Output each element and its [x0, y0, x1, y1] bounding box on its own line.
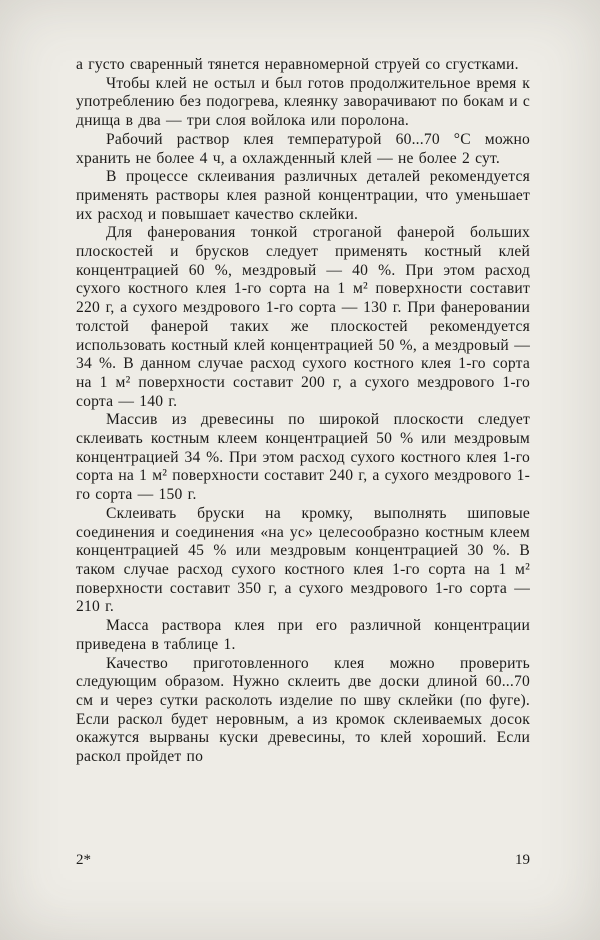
text-block	[76, 56, 530, 767]
page-number: 19	[515, 852, 530, 868]
paragraph: Масса раствора клея при его различной концентрации приведена в таблице 1.	[76, 617, 530, 653]
paragraph: Рабочий раствор клея температурой 60...70 °С можно хранить не более 4 ч, а охлажденный клей — не более 2 сут.	[76, 130, 530, 167]
paragraph: Чтобы клей не остыл и был готов продолжительное время к употреблению без подогрева, клеянку заворачивают по бокам и с днища в два — три слоя войлока или поролона.	[76, 74, 530, 130]
paragraph: Качество приготовленного клея можно проверить следующим образом. Нужно склеить две доски длиной 60...70 см и через сутки расколоть изделие по шву склейки (по фуге). Если раскол будет неровным, а из кромок склеиваемых досок окажутся вырваны куски древесины, то клей хороший. Если раскол пройдет по	[76, 654, 530, 766]
paragraph: Для фанерования тонкой строганой фанерой больших плоскостей и брусков следует применять костный клей концентрацией 60 %, мездровый — 40 %. При этом расход сухого костного клея 1-го сорта на 1 м² поверхности составит 220 г, а сухого мездрового 1-го сорта — 130 г. При фанеровании толстой фанерой таких же плоскостей рекомендуется использовать костный клей концентрацией 50 %, а мездровый — 34 %. В данном случае расход сухого костного клея 1-го сорта на 1 м² поверхности составит 200 г, а сухого мездрового 1-го сорта — 140 г.	[76, 224, 530, 410]
paragraph: Склеивать бруски на кромку, выполнять шиповые соединения и соединения «на ус» целесообразно костным клеем концентрацией 45 % или мездровым концентрацией 30 %. В таком случае расход сухого костного клея 1-го сорта на 1 м² поверхности составит 350 г, а сухого мездрового 1-го сорта — 210 г.	[76, 504, 530, 616]
page-footer	[76, 852, 530, 869]
paragraph: а густо сваренный тянется неравномерной струей со сгустками.	[76, 56, 519, 73]
paragraph: В процессе склеивания различных деталей рекомендуется применять растворы клея разной концентрации, что уменьшает их расход и повышает качество склейки.	[76, 168, 530, 223]
signature-mark: 2*	[76, 852, 91, 868]
paragraph: Массив из древесины по широкой плоскости следует склеивать костным клеем концентрацией 50 % или мездровым концентрацией 34 %. При этом расход сухого костного клея 1-го сорта на 1 м² поверхности составит 240 г, а сухого мездрового 1-го сорта — 150 г.	[76, 411, 530, 504]
